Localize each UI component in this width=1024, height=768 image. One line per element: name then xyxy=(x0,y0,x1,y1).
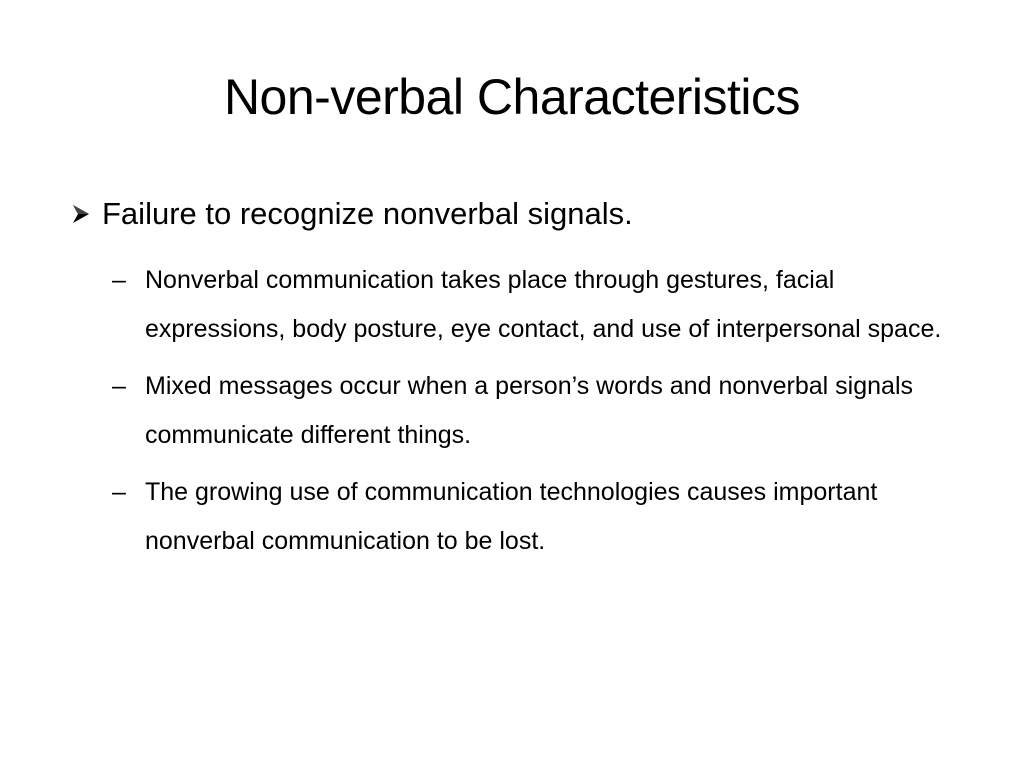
sub-bullet-item xyxy=(112,362,942,460)
main-bullet xyxy=(70,190,970,238)
dash-bullet-icon: – xyxy=(112,478,126,506)
slide-title: Non-verbal Characteristics xyxy=(223,69,801,125)
sub-bullet-text: The growing use of communication technologies causes important nonverbal communication to be lost. xyxy=(145,478,878,555)
sub-bullet-list xyxy=(112,256,942,574)
sub-bullet-item xyxy=(112,256,942,354)
dash-bullet-icon: – xyxy=(112,266,126,294)
sub-bullet-item xyxy=(112,468,942,566)
arrow-bullet-icon xyxy=(70,190,94,238)
dash-bullet-icon: – xyxy=(112,372,126,400)
sub-bullet-text: Mixed messages occur when a person’s words and nonverbal signals communicate different things. xyxy=(145,372,914,449)
sub-bullet-text: Nonverbal communication takes place through gestures, facial expressions, body posture, eye contact, and use of interpersonal space. xyxy=(145,266,942,343)
main-bullet-text: Failure to recognize nonverbal signals. xyxy=(102,196,633,231)
